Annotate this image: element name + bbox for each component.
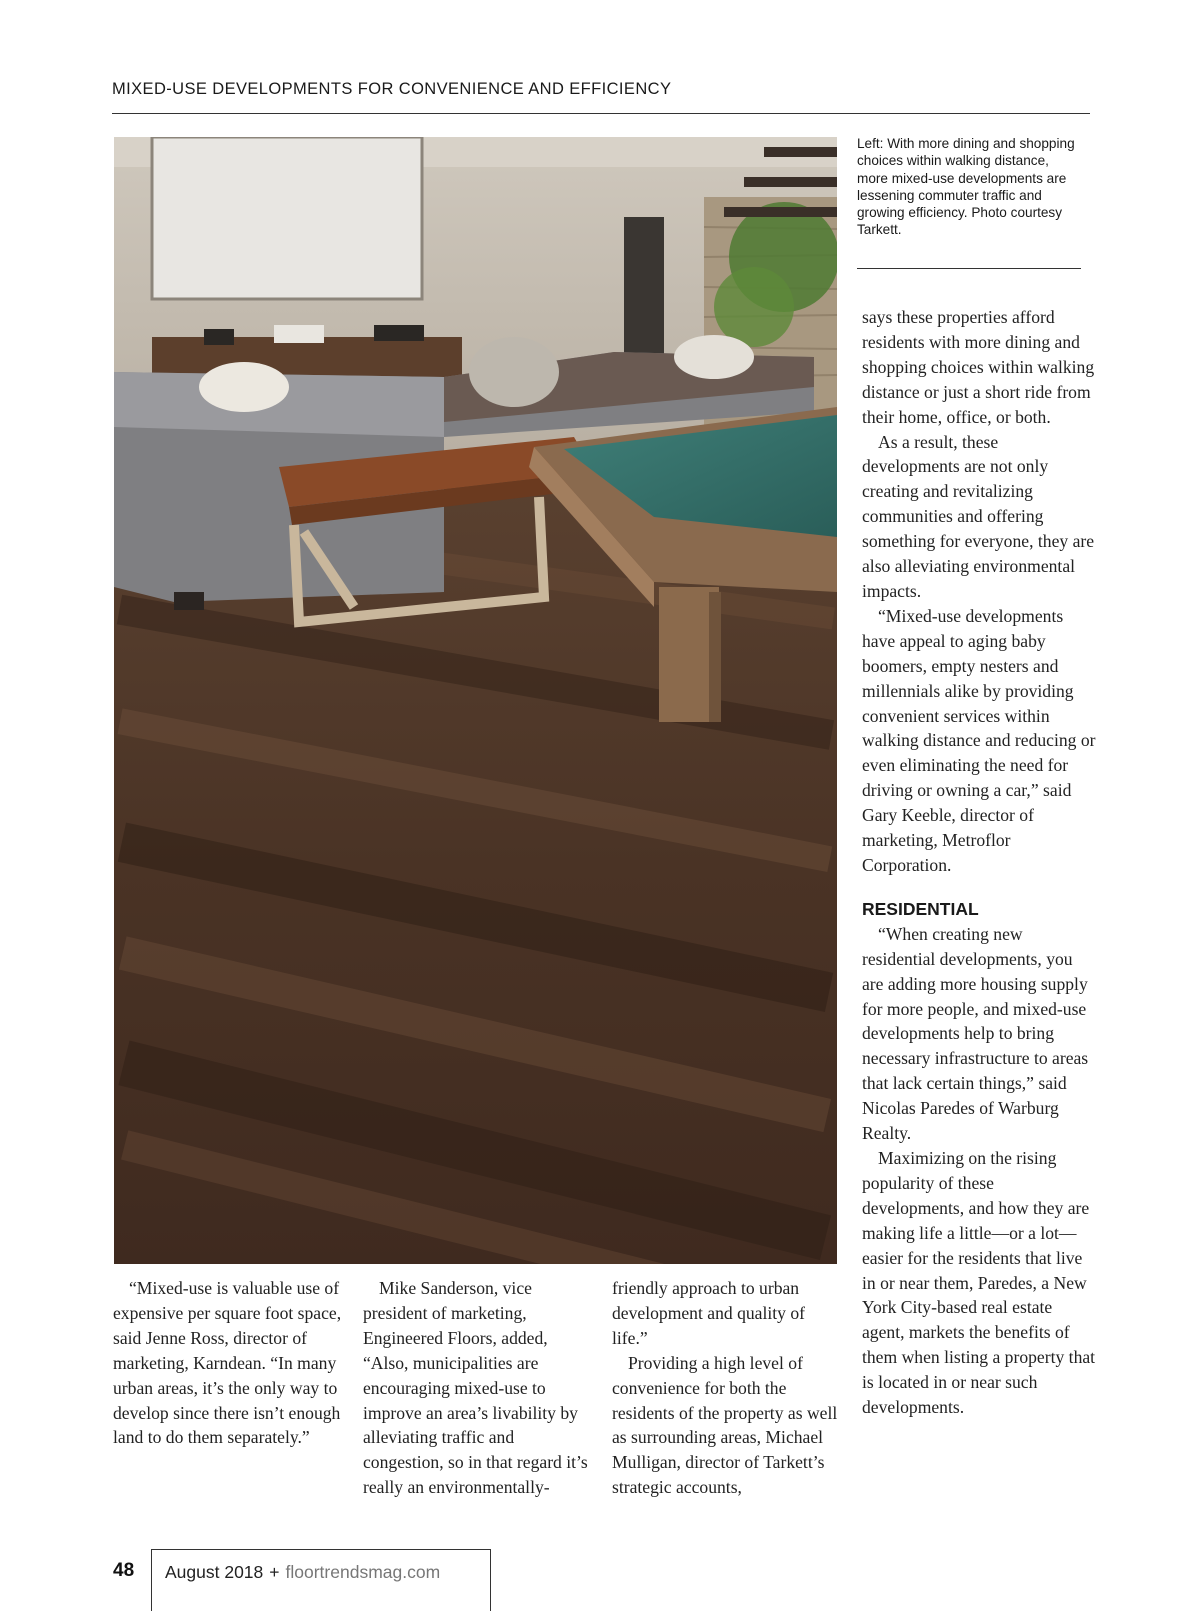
caption-rule bbox=[857, 268, 1081, 269]
bottom-column-3 bbox=[612, 1276, 842, 1500]
paragraph: says these properties afford residents with more dining and shopping choices within walking distance or just a short ride from their home, office, or both. bbox=[862, 307, 1095, 427]
paragraph: “When creating new residential developments, you are adding more housing supply for more people, and mixed-use developments help to bring necessary infrastructure to areas that lack certain things,” said Nicolas Paredes of Warburg Realty. bbox=[862, 923, 1089, 1144]
website-link[interactable]: floortrendsmag.com bbox=[285, 1562, 441, 1582]
paragraph: “Mixed-use is valuable use of expensive per square foot space, said Jenne Ross, director of marketing, Karndean. “In many urban areas, it’s the only way to develop since there isn’t enough land to do them separately.” bbox=[113, 1278, 342, 1448]
bottom-column-2 bbox=[363, 1276, 593, 1500]
section-heading: RESIDENTIAL bbox=[862, 898, 979, 919]
running-header: MIXED-USE DEVELOPMENTS FOR CONVENIENCE AND EFFICIENCY bbox=[112, 80, 672, 98]
paragraph: friendly approach to urban development and quality of life.” bbox=[612, 1278, 805, 1348]
paragraph: Providing a high level of convenience for both the residents of the property as well as surrounding areas, Michael Mulligan, director of Tarkett’s strategic accounts, bbox=[612, 1352, 838, 1498]
paragraph: As a result, these developments are not only creating and revitalizing communities and offering something for everyone, they are also alleviating environmental impacts. bbox=[862, 431, 1095, 601]
paragraph: Maximizing on the rising popularity of these developments, and how they are making life a little—or a lot—easier for the residents that live in or near them, Paredes, a New York City-based real estate agent, markets the benefits of them when listing a property that is located in or near such developments. bbox=[862, 1148, 1096, 1418]
issue-date: August 2018 bbox=[165, 1562, 264, 1582]
flooring-photo bbox=[114, 137, 837, 1264]
right-column bbox=[862, 305, 1097, 1420]
footer-separator: + bbox=[269, 1562, 280, 1582]
paragraph: “Mixed-use developments have appeal to aging baby boomers, empty nesters and millennials alike by providing convenient services within walking distance and reducing or even eliminating the need for driving or owning a car,” said Gary Keeble, director of marketing, Metroflor Corporation. bbox=[862, 605, 1096, 875]
paragraph: Mike Sanderson, vice president of marketing, Engineered Floors, added, “Also, municipalities are encouraging mixed-use to improve an area’s livability by alleviating traffic and congestion, so in that regard it’s really an environmentally- bbox=[363, 1278, 588, 1498]
header-rule bbox=[112, 113, 1090, 114]
page-number: 48 bbox=[113, 1560, 135, 1581]
footer-issue-line bbox=[165, 1562, 440, 1583]
bottom-column-1 bbox=[113, 1276, 343, 1450]
photo-caption: Left: With more dining and shopping choices within walking distance, more mixed-use developments are lessening commuter traffic and growing efficiency. Photo courtesy Tarkett. bbox=[857, 136, 1075, 238]
